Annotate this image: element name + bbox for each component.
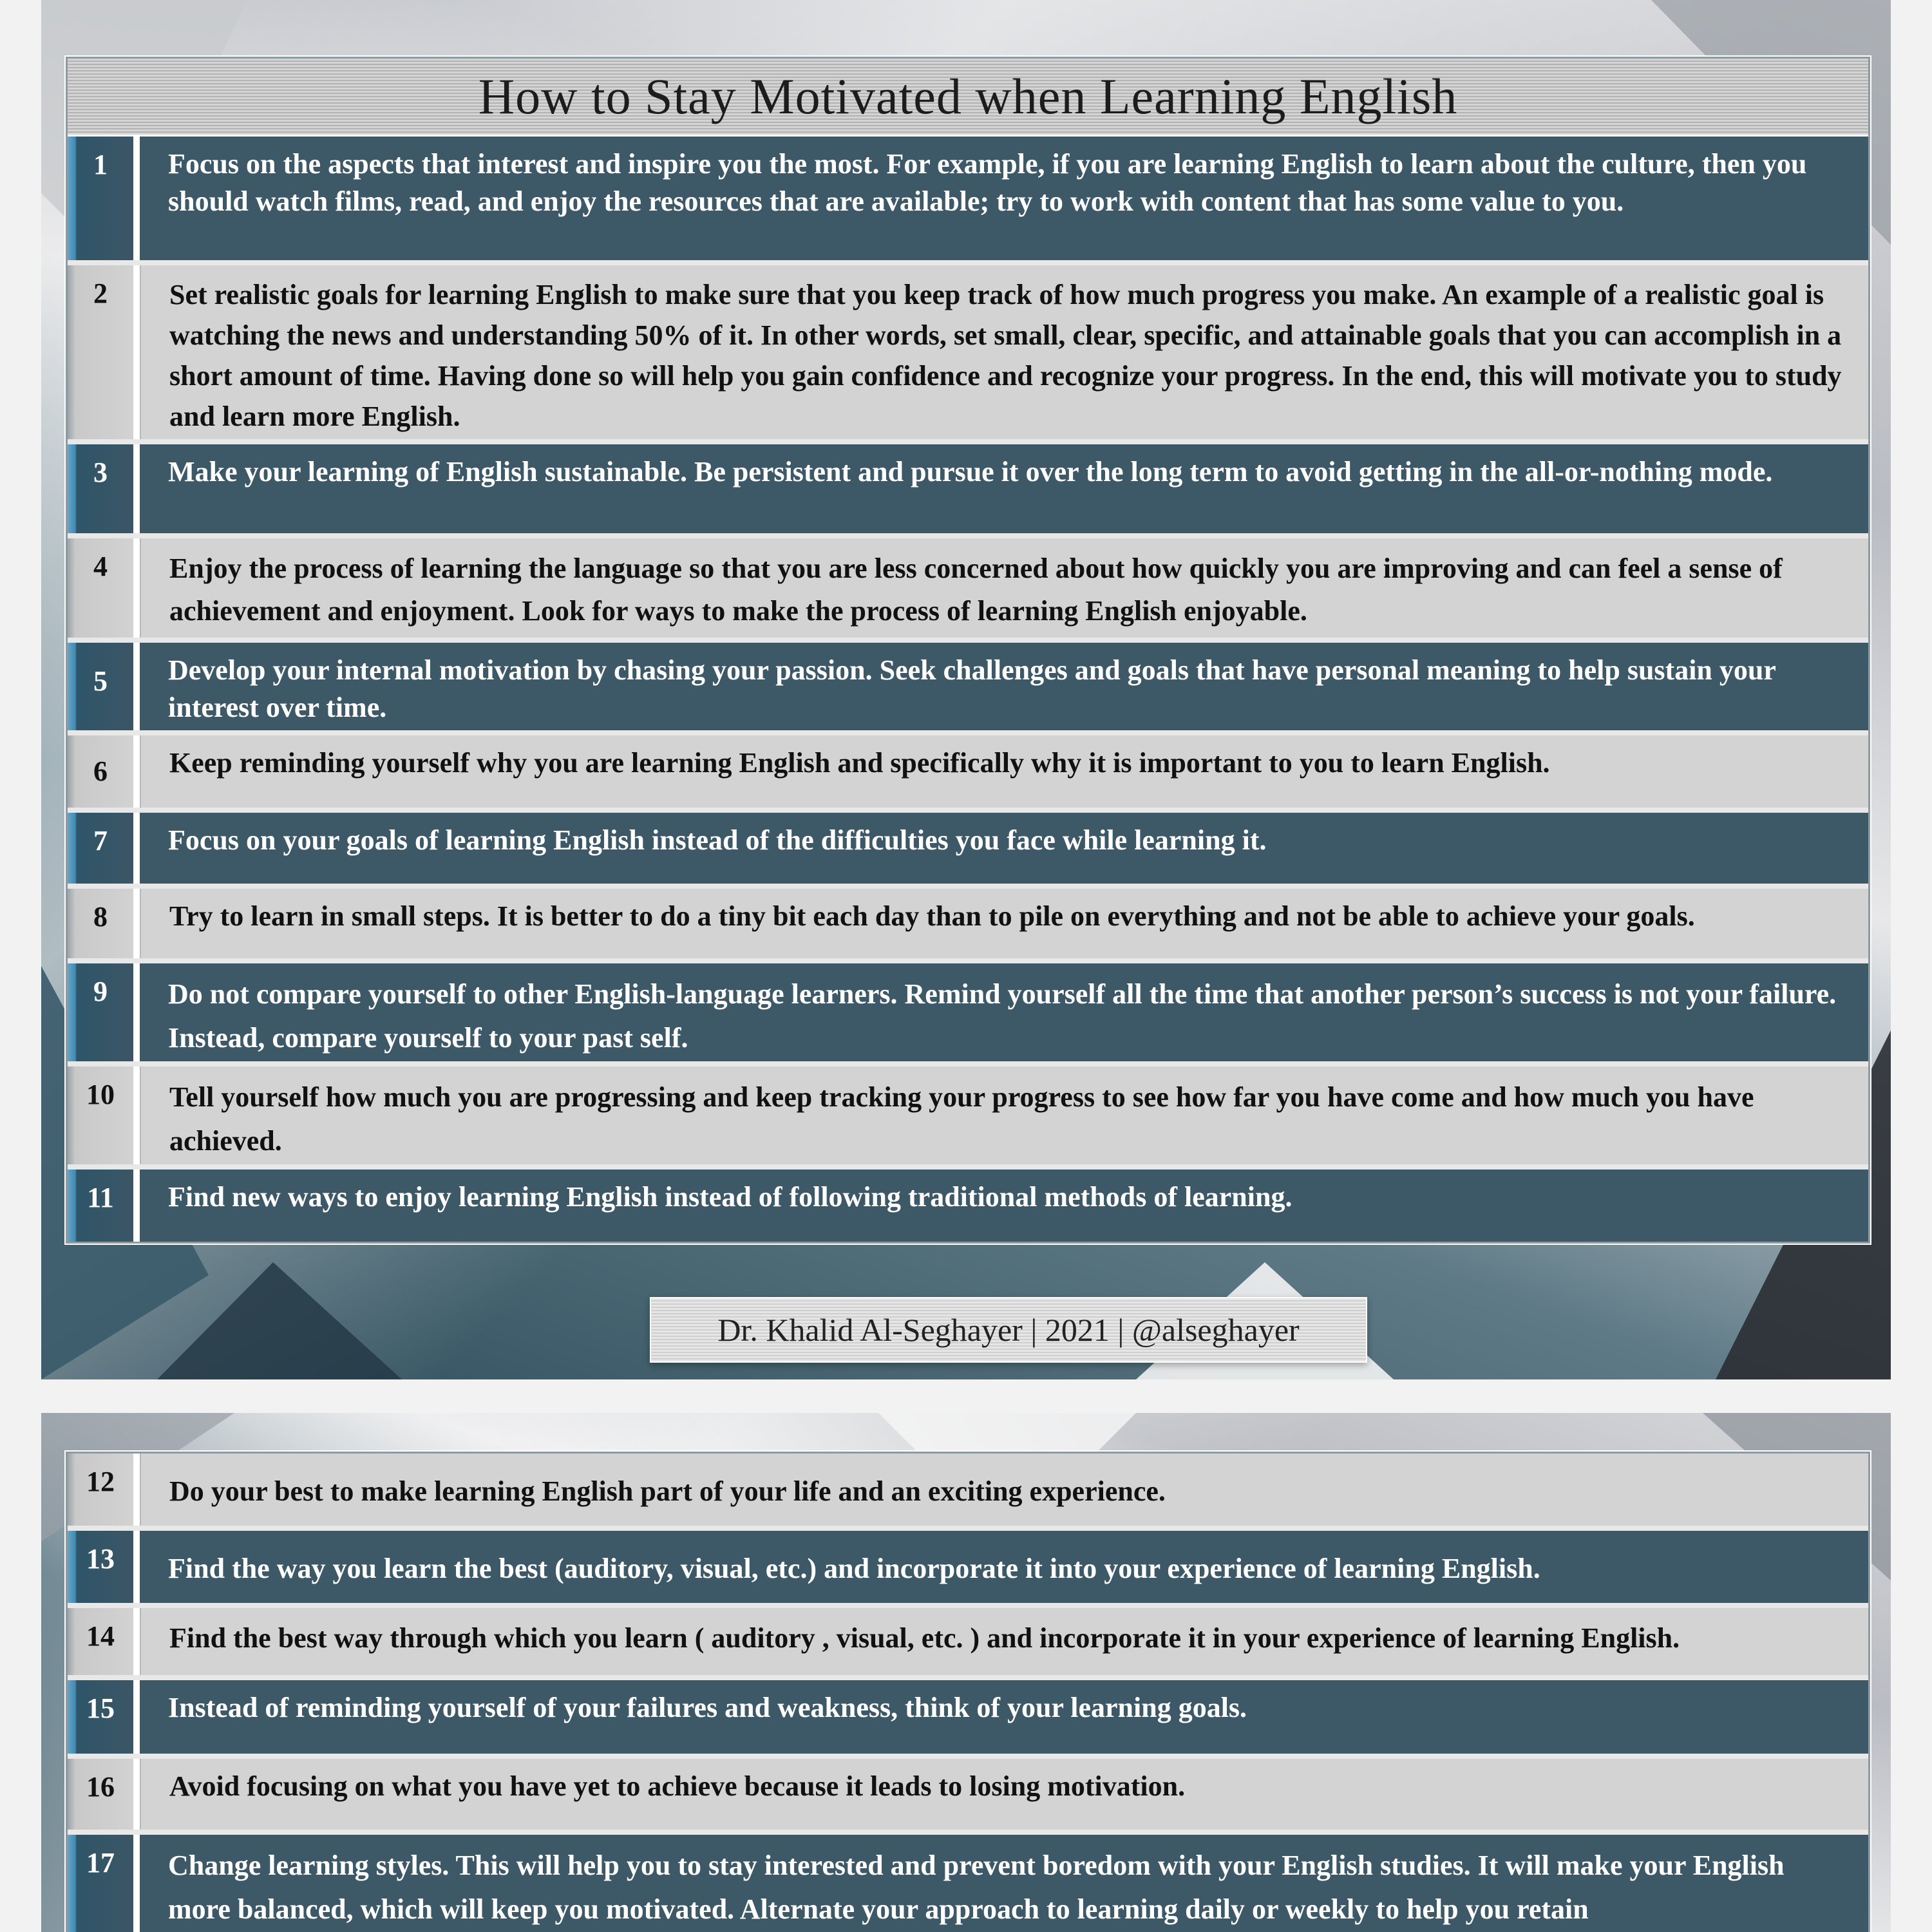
list-item <box>68 963 1868 1066</box>
list-item <box>68 1531 1868 1608</box>
item-number: 6 <box>68 735 140 808</box>
item-number: 5 <box>68 643 140 730</box>
list-item <box>68 1680 1868 1759</box>
list-item <box>68 265 1868 444</box>
author-credit: Dr. Khalid Al-Seghayer | 2021 | @alseghayer <box>650 1297 1367 1363</box>
item-number: 3 <box>68 444 140 533</box>
item-number: 1 <box>68 137 140 260</box>
item-number: 4 <box>68 538 140 638</box>
item-text: Keep reminding yourself why you are learning English and specifically why it is important to you to learn English. <box>140 735 1868 808</box>
slide-panel-2 <box>41 1413 1891 1932</box>
list-item <box>68 137 1868 265</box>
item-number: 14 <box>68 1608 140 1675</box>
list-item <box>68 1835 1868 1932</box>
list-item <box>68 1608 1868 1680</box>
item-number: 16 <box>68 1759 140 1830</box>
item-number: 12 <box>68 1454 140 1526</box>
item-text: Do your best to make learning English part of your life and an exciting experience. <box>140 1454 1868 1526</box>
list-item <box>68 1454 1868 1531</box>
item-text: Avoid focusing on what you have yet to achieve because it leads to losing motivation. <box>140 1759 1868 1830</box>
item-text: Develop your internal motivation by chasing your passion. Seek challenges and goals that have personal meaning to help sustain your interest over time. <box>140 643 1868 730</box>
list-item <box>68 444 1868 538</box>
item-number: 8 <box>68 889 140 958</box>
title-bar <box>68 59 1868 137</box>
list-item <box>68 1170 1868 1242</box>
item-number: 2 <box>68 265 140 439</box>
item-text: Focus on the aspects that interest and inspire you the most. For example, if you are learning English to learn about the culture, then you should watch films, read, and enjoy the resources that are available; try to work with content that has some value to you. <box>140 137 1868 260</box>
list-item <box>68 1066 1868 1170</box>
item-number: 15 <box>68 1680 140 1754</box>
item-text: Try to learn in small steps. It is better to do a tiny bit each day than to pile on everything and not be able to achieve your goals. <box>140 889 1868 958</box>
item-number: 17 <box>68 1835 140 1932</box>
list-item <box>68 813 1868 889</box>
item-text: Find the best way through which you learn ( auditory , visual, etc. ) and incorporate it in your experience of learning English. <box>140 1608 1868 1675</box>
tips-table-part-2 <box>66 1452 1870 1932</box>
item-text: Find the way you learn the best (auditory, visual, etc.) and incorporate it into your experience of learning English. <box>140 1531 1868 1603</box>
item-number: 10 <box>68 1066 140 1164</box>
list-item <box>68 1759 1868 1835</box>
item-number: 7 <box>68 813 140 884</box>
list-item <box>68 889 1868 963</box>
item-text: Do not compare yourself to other English-language learners. Remind yourself all the time that another person’s success is not your failure. Instead, compare yourself to your past self. <box>140 963 1868 1061</box>
item-text: Find new ways to enjoy learning English instead of following traditional methods of learning. <box>140 1170 1868 1242</box>
page-title: How to Stay Motivated when Learning English <box>478 68 1458 124</box>
list-item <box>68 735 1868 813</box>
item-text: Instead of reminding yourself of your failures and weakness, think of your learning goals. <box>140 1680 1868 1754</box>
item-number: 11 <box>68 1170 140 1242</box>
item-text: Enjoy the process of learning the language so that you are less concerned about how quickly you are improving and can feel a sense of achievement and enjoyment. Look for ways to make the process of learning English enjoyable. <box>140 538 1868 638</box>
list-item <box>68 538 1868 643</box>
item-number: 13 <box>68 1531 140 1603</box>
item-number: 9 <box>68 963 140 1061</box>
item-text: Set realistic goals for learning English to make sure that you keep track of how much progress you make. An example of a realistic goal is watching the news and understanding 50% of it. In other words, set small, clear, specific, and attainable goals that you can accomplish in a short amount of time. Having done so will help you gain confidence and recognize your progress. In the end, this will motivate you to study and learn more English. <box>140 265 1868 439</box>
tips-table-part-1 <box>66 57 1870 1244</box>
slide-panel-1 <box>41 0 1891 1379</box>
item-text: Change learning styles. This will help you to stay interested and prevent boredom with your English studies. It will make your English more balanced, which will keep you motivated. Alternate your approach to learning daily or weekly to help you retain <box>140 1835 1868 1932</box>
list-item <box>68 643 1868 735</box>
item-text: Make your learning of English sustainable. Be persistent and pursue it over the long term to avoid getting in the all-or-nothing mode. <box>140 444 1868 533</box>
item-text: Tell yourself how much you are progressing and keep tracking your progress to see how far you have come and how much you have achieved. <box>140 1066 1868 1164</box>
item-text: Focus on your goals of learning English instead of the difficulties you face while learning it. <box>140 813 1868 884</box>
